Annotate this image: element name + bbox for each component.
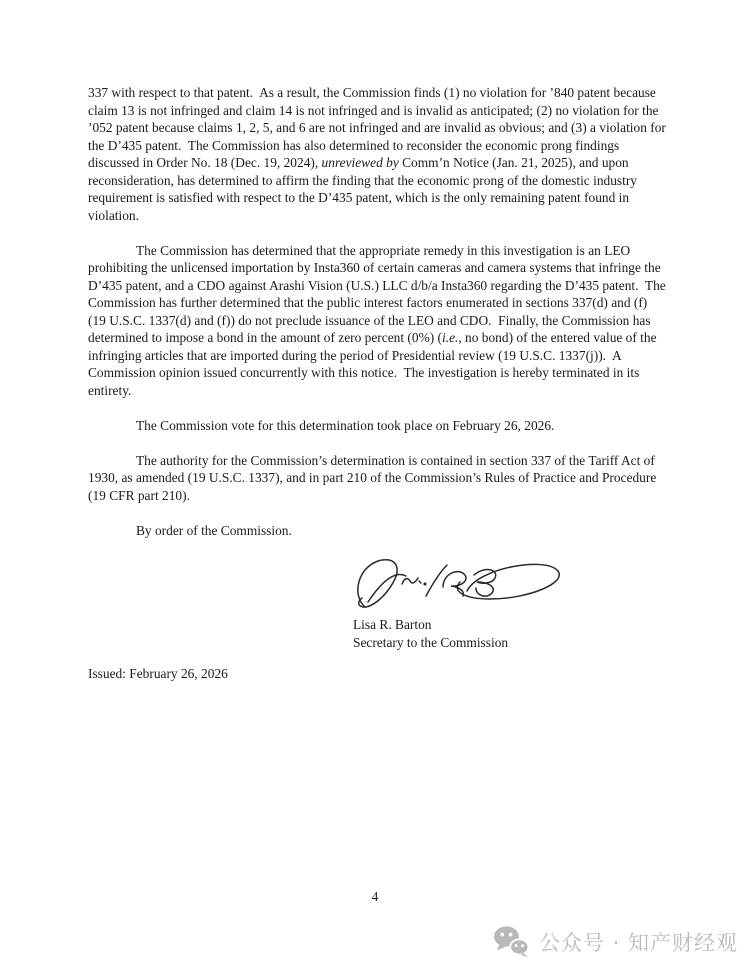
- watermark-text: 公众号 · 知产财经观: [538, 930, 738, 955]
- issued-line: Issued: February 26, 2026: [88, 666, 228, 681]
- paragraph: The authority for the Commission’s determination is contained in section 337 of the Tariff Act of 1930, as amended (19 U.S.C. 1337), and in part 210 of the Commission’s Rules of Practice and Procedure (19 CFR part 210).: [88, 452, 660, 503]
- paragraph: The Commission has determined that the appropriate remedy in this investigation is an LEO prohibiting the unlicensed importation by Insta360 of certain cameras and camera systems that infringe the D’435 patent, and a CDO against Arashi Vision (U.S.) LLC d/b/a Insta360 regarding the D’435 patent. The Commission has further determined that the public interest factors enumerated in sections 337(d) and (f) (19 U.S.C. 1337(d) and (f)) do not preclude issuance of the LEO and CDO. Finally, the Commission has determined to impose a bond in the amount of zero percent (0%) (i.e., no bond) of the entered value of the infringing articles that are imported during the period of Presidential review (19 U.S.C. 1337(j)). A Commission opinion issued concurrently with this notice. The investigation is hereby terminated in its entirety.: [88, 242, 670, 398]
- signatory-name: Lisa R. Barton: [353, 617, 432, 632]
- document-body: [88, 84, 670, 557]
- paragraph: The Commission vote for this determination took place on February 26, 2026.: [136, 417, 555, 433]
- page-number: 4: [371, 889, 379, 904]
- signature-image: [350, 554, 565, 616]
- signatory-title: Secretary to the Commission: [353, 634, 509, 650]
- signature-block: [350, 554, 590, 651]
- paragraph: 337 with respect to that patent. As a result, the Commission finds (1) no violation for ’840 patent because claim 13 is not infringed and claim 14 is not infringed and is invalid as anticipated; (2) no violation for the ’052 patent because claims 1, 2, 5, and 6 are not infringed and are invalid as obvious; and (3) a violation for the D’435 patent. The Commission has also determined to reconsider the economic prong findings discussed in Order No. 18 (Dec. 19, 2024), unreviewed by Comm’n Notice (Jan. 21, 2025), and upon reconsideration, has determined to affirm the finding that the economic prong of the domestic industry requirement is satisfied with respect to the D’435 patent, which is the only remaining patent found in violation.: [88, 85, 670, 223]
- wechat-icon: [493, 925, 530, 958]
- paragraph: By order of the Commission.: [136, 522, 292, 538]
- wechat-watermark: [493, 925, 738, 958]
